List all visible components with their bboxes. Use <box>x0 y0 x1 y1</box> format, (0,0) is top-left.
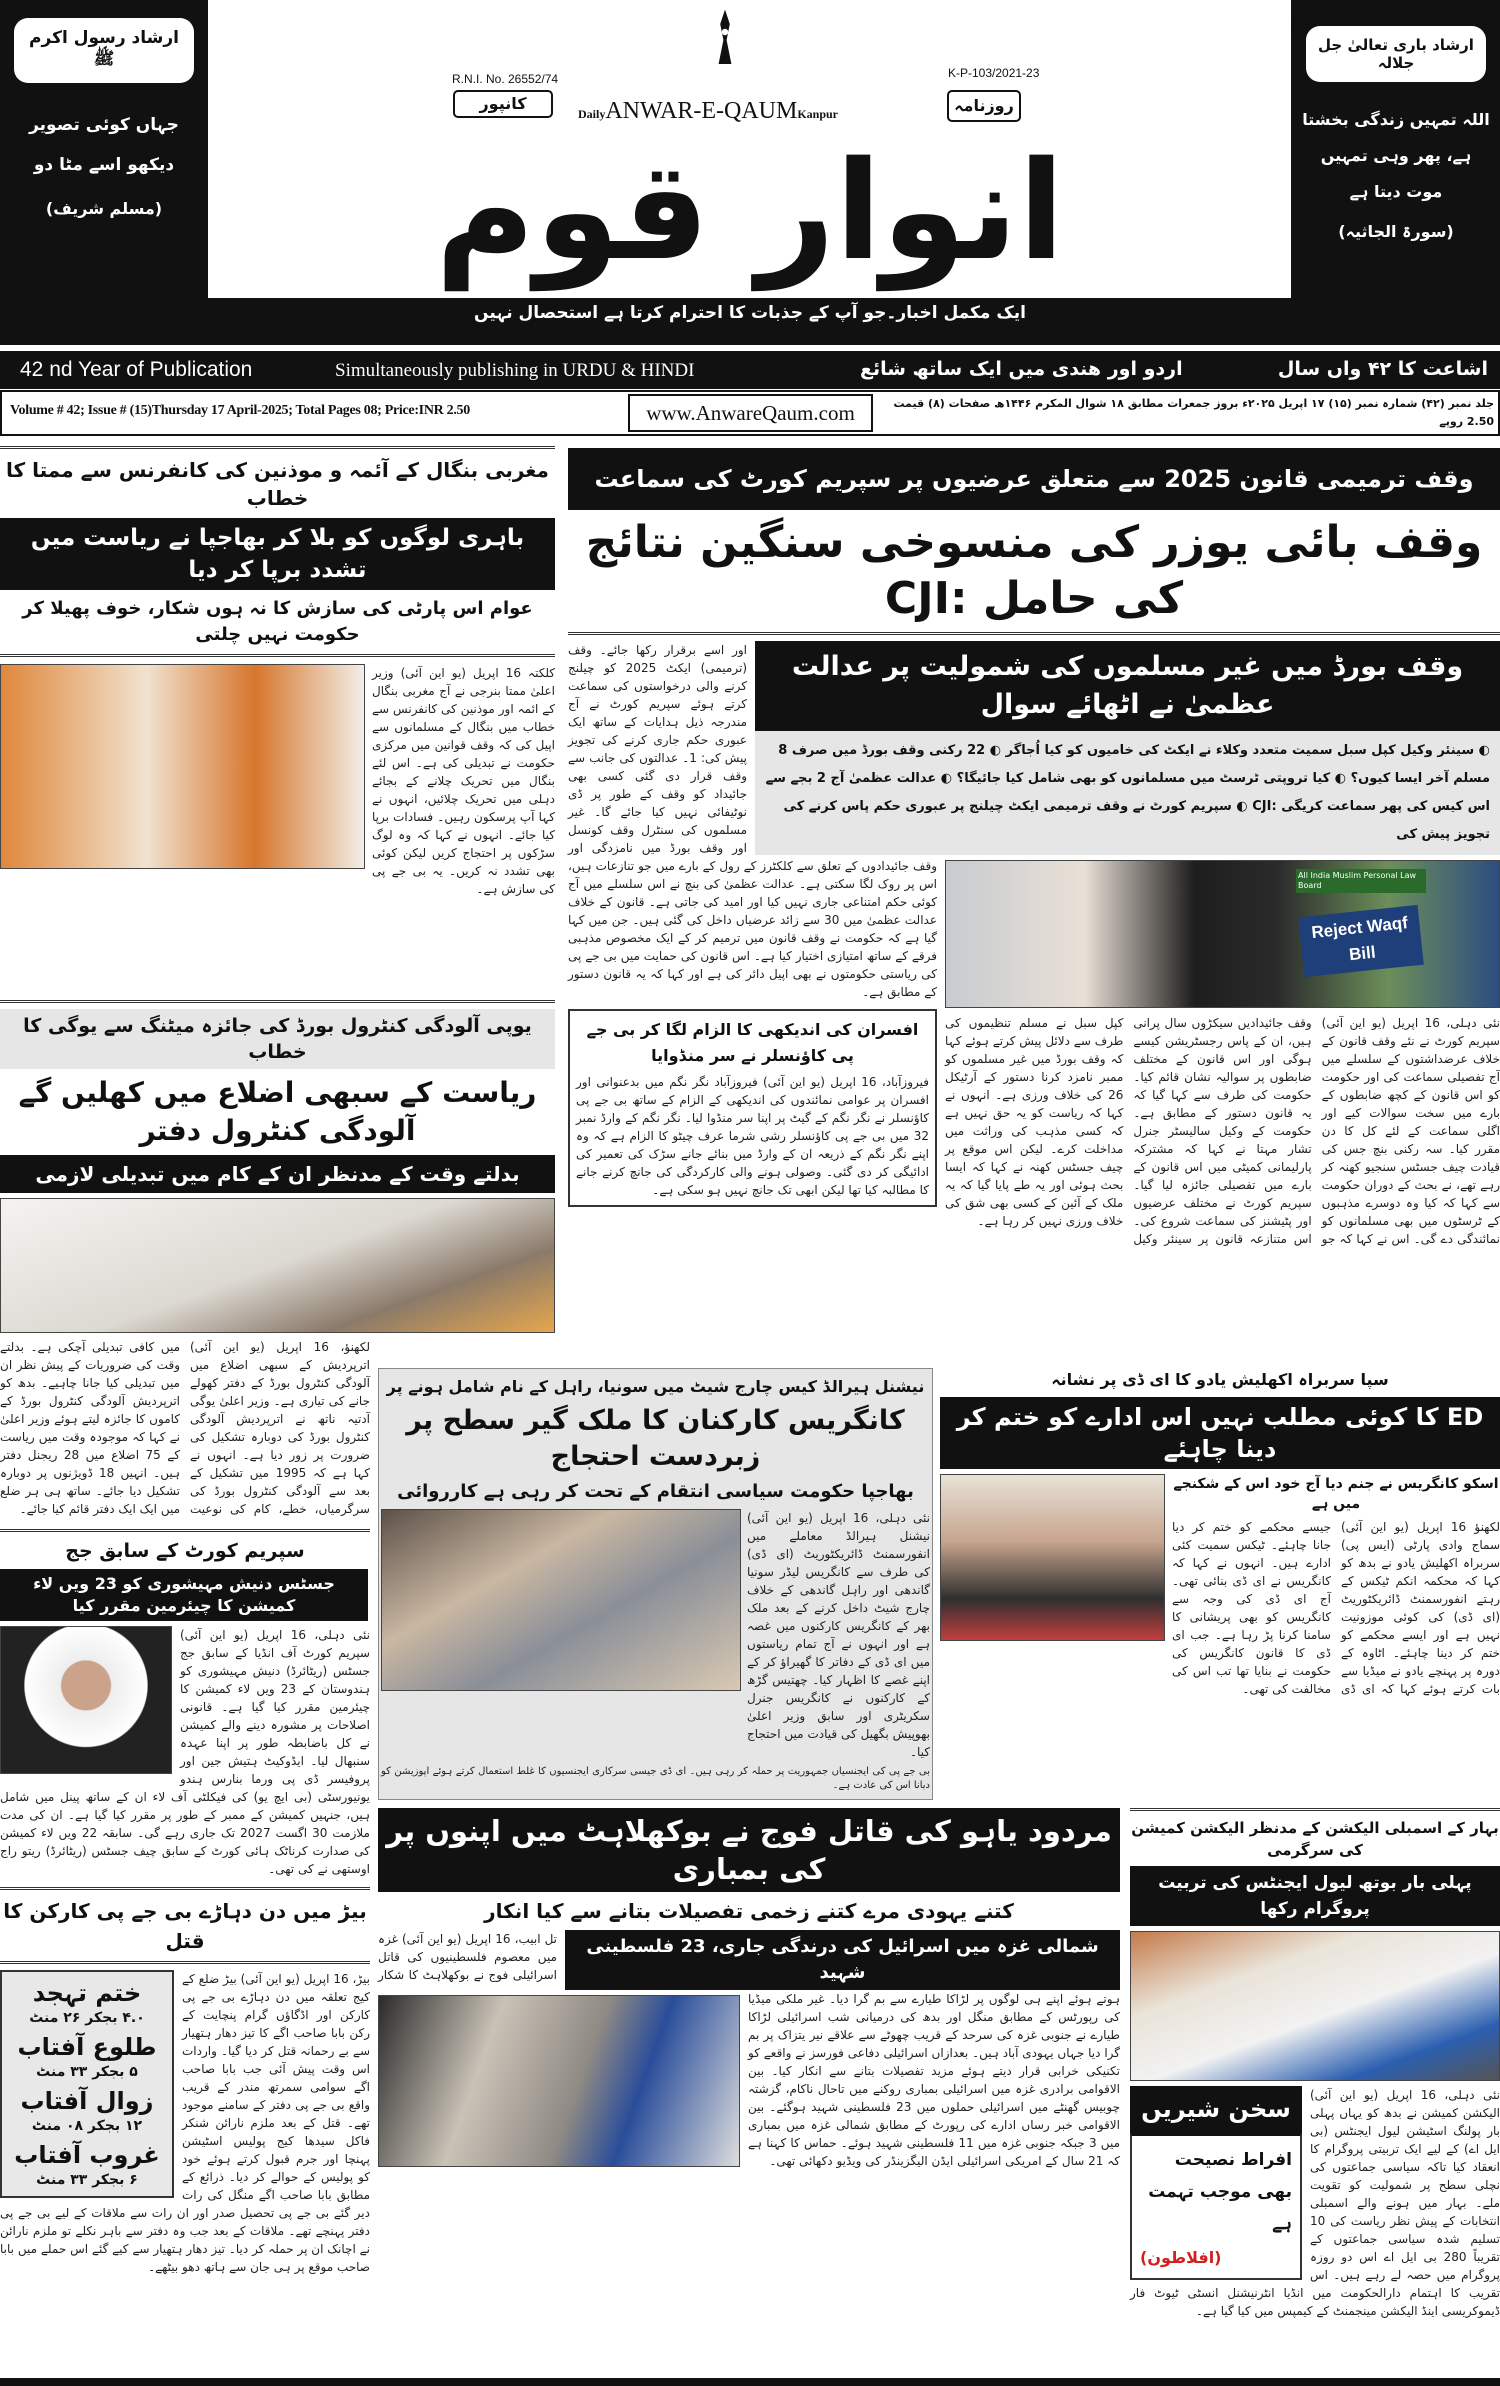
kanpur-label: Kanpur <box>797 107 839 121</box>
waqf-body-right: نئی دہلی، 16 اپریل (یو این آئی) سپریم کورٹ نے نئے وقف قانون کے خلاف عرضداشتوں کے سلسلے میں آج تفصیلی سماعت کی اور حکومت کو اس قانون کے کچھ ضابطوں کے بارے میں سخت سوالات کیے اور اگلی سماعت کے لئے کل کا دن مقرر کیا۔ سہ رکنی بنچ جس کی قیادت چیف جسٹس سنجیو کھنہ کر رہے تھے، نے بحث کے دوران حکومت سے کہا کہ کیا وہ دوسرے مذہبوں کے ٹرسٹوں میں بھی مسلمانوں کو نمائندگی دے گی۔ اس نے کہا کہ جو وقف جائیدادیں سیکڑوں سال پرانی ہیں، ان کے پاس رجسٹریشن کیسے ہوگی اور اس قانون کے مختلف ضابطوں پر سوالیہ نشان قائم کیا۔ حکومت کی طرف سے کہا گیا کہ یہ قانون دستور کے مطابق ہے۔ حکومت کے وکیل سالیسٹر جنرل تشار مہتا نے کہا کہ مشترکہ پارلیمانی کمیٹی میں اس قانون کے بارے میں تفصیلی جائزہ لیا گیا۔ سپریم کورٹ نے مختلف عرضیوں اور پٹیشنز کی سماعت شروع کی۔ اس متنازعہ قانون پر سینئر وکیل کپل سبل نے مسلم تنظیموں کی طرف سے دلائل پیش کرتے ہوئے کہا کہ وقف بورڈ میں غیر مسلموں کو ممبر نامزد کرنا دستور کے آرٹیکل 26 کی خلاف ورزی ہے۔ انہوں نے کہا کہ ریاست کو یہ حق نہیں ہے کہ کسی مذہب کی وراثت میں مداخلت کرے۔ لیکن اس موقع پر چیف جسٹس کھنہ نے کہا کہ ایسا بحث ہوئی اور یہ طے پایا گیا کہ یہ ملک کے آئین کے کسی بھی شق کی خلاف ورزی نہیں کر رہا ہے۔ <box>945 1016 1500 1246</box>
prayer-row <box>2 2140 172 2190</box>
kp-number: K-P-103/2021-23 <box>948 66 1040 80</box>
akhilesh-body: لکھنؤ 16 اپریل (یو این آئی) سماج وادی پارٹی (ایس پی) سربراہ اکھلیش یادو نے بدھ کو کہا کہ محکمہ انکم ٹیکس کے رہتے انفورسمنٹ ڈائریکٹوریٹ (ای ڈی) کی کوئی موزونیت نہیں ہے اور ایسے محکمے کو ختم کر دینا چاہئے۔ اٹاوہ کے دورہ پر پہنچے یادو نے میڈیا سے بات کرتے ہوئے کہا کہ ای ڈی جیسے محکمے کو ختم کر دیا جانا چاہئے۔ ٹیکس سمیت کئی ادارے ہیں۔ انہوں نے کہا کہ کانگریس نے ای ڈی بنائی تھی۔ آج ای ڈی کی وجہ سے کانگریس کو بھی پریشانی کا سامنا کرنا پڑ رہا ہے۔ جب ای ڈی کا قانون کانگریس کی حکومت نے بنایا تھا تب اس کی مخالفت کی تھی۔ <box>1172 1520 1500 1696</box>
bihar-section <box>1130 1808 1500 2320</box>
congress-box <box>378 1368 933 1800</box>
simul-english: Simultaneously publishing in URDU & HINDI <box>335 360 695 381</box>
akhilesh-row <box>940 1474 1500 1698</box>
prayer-row <box>2 2086 172 2136</box>
bengal-kicker: مغربی بنگال کے آئمہ و موذنین کی کانفرنس سے ممتا کا خطاب <box>6 458 549 510</box>
bihar-photo <box>1130 1931 1500 2081</box>
beed-body: بیڑ، 16 اپریل (یو این آئی) بیڑ ضلع کے کیج تعلقہ میں دن دہاڑے بی جے پی کارکن اور اڈگاؤں گرام پنچایت کے رکن بابا صاحب اگے کا تیز دھار ہتھیار سے بے رحمانہ قتل کر دیا گیا۔ واردات اس وقت پیش آئی جب بابا صاحب اگے سوامی سمرتھ مندر کے قریب واقع بی جے پی دفتر کے سامنے موجود تھے۔ قتل کے بعد ملزم نارائن شنکر فاکل سیدھا کیج پولیس اسٹیشن پہنچا اور جرم قبول کرتے ہوئے خود کو پولیس کے حوالے کر دیا۔ ذرائع کے مطابق بابا صاحب اگے منگل کی رات دیر گئے بی جے پی تحصیل صدر اور ان رات سے ملاقات کے لیے بی جے پی دفتر پہنچے تھے۔ ملاقات کے بعد جب وہ دفتر سے باہر نکلے تو ملزم نارائن نے اچانک ان پر حملہ کر دیا۔ تیز دھار ہتھیار سے کیے گئے اس حملے میں بابا صاحب موقع پر ہی جان سے ہاتھ دھو بیٹھے۔ <box>0 1972 370 2274</box>
waqf-sub-block <box>755 641 1500 855</box>
waqf-section <box>568 448 1500 1360</box>
bullet-text: 22 رکنی وقف بورڈ میں صرف 8 مسلم آخر ایسا کیوں؟ <box>778 743 1490 786</box>
congress-photo <box>381 1509 741 1691</box>
congress-row <box>381 1509 930 1761</box>
firozabad-body: فیروزآباد، 16 اپریل (یو این آئی) فیروزآباد نگر نگم میں بدعنوانی اور افسران پر عوامی نمائندوں کی اندیکھی کے الزام کے ساتھ بی جے پی کاؤنسلر نے نگر نگم کے گیٹ پر اپنا سر منڈوا لیا۔ نگر نگم کے وارڈ نمبر 32 میں بی جے پی کاؤنسلر رشی شرما عرف چیٹو کا الزام ہے کہ وہ اپنے نگر نگم کے ذریعہ ان کے وارڈ میں بنائے جانے سڑک کی تعمیر کی ادائیگی کر دی گئی۔ وصولی ہونے والی کارکردگی کی جانچ کرنے جانے کا مطالبہ کیا تھا لیکن ابھی تک جانچ نہیں ہو سکی ہے۔ <box>576 1075 929 1197</box>
congress-kicker: نیشنل ہیرالڈ کیس چارج شیٹ میں سونیا، راہل کے نام شامل ہونے پر <box>386 1377 925 1396</box>
pollution-headline: ریاست کے سبھی اضلاع میں کھلیں گے آلودگی کنٹرول دفتر <box>18 1076 537 1147</box>
aimplb-banner: All India Muslim Personal Law Board <box>1296 869 1426 893</box>
year-urdu: اشاعت کا ۴۲ واں سال <box>1277 358 1488 380</box>
bihar-headline: پہلی بار بوتھ لیول ایجنٹس کی تربیت پروگرام رکھا <box>1130 1866 1500 1926</box>
rni-number: R.N.I. No. 26552/74 <box>452 72 559 86</box>
gaza-subhead: کتنے یہودی مرے کتنے زخمی تفصیلات بتانے سے کیا انکار <box>484 1899 1014 1923</box>
gaza-wrap <box>378 1930 1120 2170</box>
row-congress-akhilesh <box>378 1368 1500 1800</box>
simul-urdu: اردو اور ھندی میں ایک ساتھ شائع <box>860 358 1183 380</box>
right-quote-text: اللہ تمہیں زندگی بخشتا ہے، پھر وہی تمہیں موت دیتا ہے <box>1302 110 1490 201</box>
bullet-item: ◐ سپریم کورٹ نے وقف ترمیمی ایکٹ چیلنج پر عبوری حکم پاس کرنے کی تجویز پیش کی <box>783 799 1490 842</box>
gaza-headline: مردود یاہو کی قاتل فوج نے بوکھلاہٹ میں اپنوں پر کی بمباری <box>378 1808 1120 1892</box>
divider <box>1130 1808 1500 1812</box>
waqf-headline: وقف بائی یوزر کی منسوخی سنگین نتائج کی حامل :CJI <box>585 517 1483 624</box>
firozabad-headline: افسران کی اندیکھی کا الزام لگا کر بی جے پی کاؤنسلر نے سر منڈوایا <box>586 1020 919 1065</box>
bengal-headline: باہری لوگوں کو بلا کر بھاجپا نے ریاست میں تشدد برپا کر دیا <box>0 518 555 590</box>
sukhan-block <box>1130 2086 1302 2280</box>
waqf-photo <box>945 860 1500 1008</box>
akhilesh-section <box>940 1368 1500 1698</box>
prayer-time: ۴.۰ بجکر ۲۶ منٹ <box>29 2010 145 2026</box>
row-gaza-bihar <box>378 1808 1500 2320</box>
bengal-subhead: عوام اس پارٹی کی سازش کا نہ ہوں شکار، خوف پھیلا کر حکومت نہیں چلتی <box>22 598 533 645</box>
bullet-text: کیا تروپتی ٹرسٹ میں مسلمانوں کو بھی شامل کیا جائیگا؟ <box>956 771 1331 786</box>
bullet-text: عدالت عظمیٰ آج 2 بجے سے اس کیس کی پھر سماعت کریگی :CJI <box>765 771 1490 814</box>
prayer-label: غروب آفتاب <box>14 2141 160 2169</box>
congress-caption: بی جے پی کی ایجنسیاں جمہوریت پر حملہ کر رہی ہیں۔ ای ڈی جیسی سرکاری ایجنسیوں کا غلط استعمال کرتے ہوئے اپوزیشن کو دبانا اس کی عادت ہے۔ <box>381 1766 930 1791</box>
reject-waqf-sign: Reject Waqf Bill <box>1298 905 1424 977</box>
judge-kicker: سپریم کورٹ کے سابق جج <box>65 1540 305 1562</box>
bottom-rule <box>0 2378 1500 2386</box>
prayer-time: ۵ بجکر ۳۳ منٹ <box>36 2064 138 2080</box>
pollution-body: لکھنؤ، 16 اپریل (یو این آئی) اترپردیش کے سبھی اضلاع میں آلودگی کنٹرول بورڈ کے دفتر کھولے جانے کی تیاری ہے۔ وزیر اعلیٰ یوگی آدتیہ ناتھ نے اترپردیش آلودگی کنٹرول بورڈ کی دوبارہ تشکیل کی ضرورت پر زور دیا ہے۔ انہوں نے کہا ہے کہ 1995 میں تشکیل کے بعد سے آلودگی کنٹرول بورڈ کی سرگرمیاں، خطے، کام کی نوعیت میں کافی تبدیلی آچکی ہے۔ بدلتے وقت کی ضروریات کے پیش نظر ان میں تبدیلی کیا جانا چاہیے۔ بدھ کو اترپردیش آلودگی کنٹرول بورڈ کے کاموں کا جائزہ لیتے ہوئے وزیر اعلیٰ نے کہا کہ موجودہ وقت میں ریاست کے 75 اضلاع میں 28 ریجنل دفتر ہیں۔ انہیں 18 ڈویژنوں پر دوبارہ تشکیل دیا جائے۔ ساتھ ہی ہر ضلع میں ایک ایک دفتر قائم کیا جائے۔ <box>0 1340 371 1516</box>
left-quote-source: (مسلم شریف) <box>45 199 163 218</box>
waqf-body-left: اور اسے برقرار رکھا جائے۔ وقف (ترمیمی) ایکٹ 2025 کو چیلنج کرنے والی درخواستوں کی سماعت کرتے ہوئے سپریم کورٹ نے آج مندرجہ ذیل ہدایات کے ساتھ ایک عبوری حکم جاری کرنے کی تجویز پیش کی: 1۔ عدالتوں کی جانب سے وقف قرار دی گئی کسی بھی جائیداد کو وقف کے طور پر ڈی نوٹیفائی نہیں کیا جائے گا۔ غیر مسلموں کی سنٹرل وقف کونسل اور وقف بورڈ میں نامزدگی اور وقف جائیدادوں کے تعلق سے کلکٹرز کے رول کے بارے میں جو تنازعات ہیں، اس پر روک لگا سکتی ہے۔ عدالت عظمیٰ کی بنچ نے اس سلسلے میں آج کوئی حکم امتناعی جاری نہیں کیا اور امید کی جاتی ہے۔ قانون کے خلاف عدالت عظمیٰ میں 30 سے زائد عرضیاں داخل کی گئی ہیں۔ جن میں کہا گیا ہے کہ حکومت نے وقف قانون میں ترمیم کر کے ایک مخصوص مذہبی فرقے کے ساتھ امتیازی اختیار کیا ہے۔ اس قانون کی حمایت میں بی جے پی کی ریاستی حکومتوں نے بھی اپیل دائر کی ہے اور کہا کہ یہ قانون دستور کے مطابق ہے۔ <box>568 643 937 999</box>
sukhan-quote: افراط نصیحت بھی موجب تہمت ہے <box>1148 2150 1292 2234</box>
prayer-label: طلوع آفتاب <box>17 2033 157 2061</box>
judge-headline: جسٹس دنیش مہیشوری کو 23 ویں لاء کمیشن کا چیئرمین مقرر کیا <box>0 1569 368 1621</box>
bullet-item: ◐ 22 رکنی وقف بورڈ میں صرف 8 مسلم آخر ایسا کیوں؟ <box>778 743 1490 786</box>
akhilesh-text <box>1172 1474 1500 1698</box>
divider <box>568 632 1500 636</box>
akhilesh-subhead: اسکو کانگریس نے جنم دیا آج خود اس کے شکنجے میں ہے <box>1173 1476 1499 1512</box>
bullet-item: ◐ سینئر وکیل کپل سبل سمیت متعدد وکلاء نے ایکٹ کی خامیوں کو کیا اُجاگر <box>1005 743 1490 758</box>
waqf-kicker: وقف ترمیمی قانون 2025 سے متعلق عرضیوں پر سپریم کورٹ کی سماعت <box>568 448 1500 510</box>
sukhan-title: سخن شیریں <box>1130 2086 1302 2132</box>
info-bar <box>0 349 1500 389</box>
prayer-row <box>2 2032 172 2082</box>
bihar-wrap <box>1130 2086 1500 2320</box>
website-link[interactable]: www.AnwareQaum.com <box>628 394 873 432</box>
akhilesh-headline: ED کا کوئی مطلب نہیں اس ادارے کو ختم کر دینا چاہئے <box>940 1397 1500 1469</box>
right-quote-title: ارشاد باری تعالیٰ جل جلالہ <box>1306 26 1486 82</box>
congress-body: نئی دہلی، 16 اپریل (یو این آئی) نیشنل ہیرالڈ معاملے میں انفورسمنٹ ڈائریکٹوریٹ (ای ڈی) کی طرف سے کانگریس لیڈر سونیا گاندھی اور راہل گاندھی کے خلاف چارج شیٹ داخل کرنے کے بعد ملک بھر کے کانگریس کارکنوں میں غصہ ہے اور انہوں نے آج تمام ریاستوں میں ای ڈی کے دفاتر کا گھیراؤ کر کے اپنے غصے کا اظہار کیا۔ چھتیس گڑھ کے کارکنوں نے کانگریس جنرل سکریٹری اور سابق وزیر اعلیٰ بھوپیش بگھیل کی قیادت میں احتجاج کیا۔ <box>747 1511 930 1759</box>
sukhan-author: (افلاطون) <box>1140 2248 1222 2267</box>
bihar-kicker: بہار کے اسمبلی الیکشن کے مدنظر الیکشن کمیشن کی سرگرمی <box>1131 1819 1499 1859</box>
akhilesh-photo <box>940 1474 1165 1641</box>
bullet-item: ◐ کیا تروپتی ٹرسٹ میں مسلمانوں کو بھی شامل کیا جائیگا؟ <box>956 771 1347 786</box>
prayer-row <box>2 1978 172 2028</box>
volume-urdu: جلد نمبر (۴۲) شمارہ نمبر (۱۵) ۱۷ اپریل ۲۰۲۵ء بروز جمعرات مطابق ۱۸ شوال المکرم ۱۴۴۶ھ صفحات (۸) قیمت 2.50 روپے <box>893 397 1494 428</box>
judge-photo <box>0 1626 172 1774</box>
gaza-section <box>378 1808 1120 2170</box>
bengal-photo <box>0 664 365 869</box>
judge-wrap <box>0 1626 370 1878</box>
beed-wrap <box>0 1970 370 2276</box>
left-quote-text: جہاں کوئی تصویر دیکھو اسے مٹا دو <box>29 115 179 175</box>
judge-body: نئی دہلی، 16 اپریل (یو این آئی) سپریم کورٹ آف انڈیا کے سابق جج جسٹس (ریٹائرڈ) دنیش مہیشوری کو ہندوستان کے 23 ویں لاء کمیشن کا چیئرمین مقرر کیا گیا ہے۔ قانونی اصلاحات پر مشورہ دینے والے کمیشن نے کل باضابطہ طور پر اپنا عہدہ سنبھال لیا۔ ایڈوکیٹ ہتیش جین اور پروفیسر ڈی پی ورما بنارس ہندو یونیورسٹی (بی ایچ یو) کی فیکلٹی آف لاء ان کے ساتھ پینل میں شامل ہیں، جنہیں کمیشن کے ممبر کے طور پر مقرر کیا گیا ہے۔ ان کی مدت ملازمت 30 اگست 2027 تک جاری رہے گی۔ سابقہ 22 ویں لاء کمیشن کی صدارت کرناٹک ہائی کورٹ کے سابق چیف جسٹس (ریٹائرڈ) ریتو راج اوستھی نے کی تھی۔ <box>0 1628 370 1876</box>
daily-urdu-box: روزنامہ <box>947 90 1021 122</box>
gaza-bar: شمالی غزہ میں اسرائیل کی درندگی جاری، 23 فلسطینی شہید <box>565 1930 1120 1990</box>
bihar-body: نئی دہلی، 16 اپریل (یو این آئی) الیکشن کمیشن نے بدھ کو یہاں پہلی بار پولنگ اسٹیشن لیول ایجنٹس (بی ایل اے) کے لیے ایک تربیتی پروگرام کا انعقاد کیا تاکہ سیاسی جماعتوں کی نچلی سطح پر شمولیت کو تقویت ملے۔ بہار میں ہونے والے اسمبلی انتخابات کے پیش نظر ریاست کی 10 تسلیم شدہ سیاسی جماعتوں کے تقریباً 280 بی ایل اے اس دو روزہ پروگرام میں حصہ لے رہے ہیں۔ اس تقریب کا اہتمام دارالحکومت میں انڈیا انٹرنیشنل انسٹی ٹیوٹ فار ڈیموکریسی اینڈ الیکشن مینجمنٹ کے کیمپس میں کیا گیا ہے۔ <box>1130 2088 1500 2318</box>
daily-label: Daily <box>578 107 606 121</box>
waqf-bullets <box>755 731 1500 855</box>
bullet-item: ◐ عدالت عظمیٰ آج 2 بجے سے اس کیس کی پھر سماعت کریگی :CJI <box>765 771 1490 814</box>
prayer-time: ۱۲ بجکر ۰۸ منٹ <box>31 2118 143 2134</box>
left-quote-box <box>0 0 208 298</box>
english-title <box>578 98 838 125</box>
congress-headline: کانگریس کارکنان کا ملک گیر سطح پر زبردست احتجاج <box>406 1405 905 1472</box>
right-quote-box <box>1292 8 1500 298</box>
pen-logo-icon <box>705 8 745 68</box>
waqf-subheadline: وقف بورڈ میں غیر مسلموں کی شمولیت پر عدالت عظمیٰ نے اٹھائے سوال <box>755 641 1500 731</box>
beed-headline: بیڑ میں دن دہاڑے بی جے پی کارکن کا قتل <box>3 1899 367 1953</box>
right-quote-source: (سورۃ الجاثیہ) <box>1338 222 1454 241</box>
waqf-photo-block <box>945 860 1500 1248</box>
prayer-time: ۶ بجکر ۳۳ منٹ <box>36 2172 138 2188</box>
waqf-float-zone <box>568 641 1500 1248</box>
english-name: ANWAR-E-QAUM <box>605 98 798 124</box>
akhilesh-kicker: سپا سربراہ اکھلیش یادو کا ای ڈی پر نشانہ <box>1051 1370 1389 1389</box>
year-english: 42 nd Year of Publication <box>20 358 253 381</box>
bullet-text: سینئر وکیل کپل سبل سمیت متعدد وکلاء نے ایکٹ کی خامیوں کو کیا اُجاگر <box>1005 743 1475 758</box>
divider <box>0 1961 370 1965</box>
firozabad-box <box>568 1009 937 1207</box>
sukhan-box <box>1130 2132 1302 2280</box>
left-quote-title: ارشاد رسول اکرم ﷺ <box>14 18 194 83</box>
divider <box>0 1887 370 1891</box>
volume-bar <box>0 390 1500 436</box>
prayer-label: ختم تہجد <box>32 1979 142 2007</box>
main-area <box>378 448 1500 2320</box>
gaza-body-left: تل ابیب، 16 اپریل (یو این آئی) غزہ میں معصوم فلسطینیوں کی قاتل اسرائیلی فوج نے بوکھلاہٹ کا شکار ہوتے ہوئے اپنے ہی لوگوں پر لڑاکا طیارے سے بم گرا دیا۔ غیر ملکی میڈیا کی رپورٹس کے مطابق منگل اور بدھ کی درمیانی شب اسرائیلی لڑاکا طیارے نے جنوبی غزہ کی سرحد کے قریب چھوٹے سے علاقے نیر یتزاک پر بم گرا دیا جہاں یہودی آباد ہیں۔ بعدازاں اسرائیلی دفاعی فورسز نے واقعے کو تکنیکی خرابی قرار دیتے ہوئے مزید تفصیلات بتانے سے انکار کیا۔ بین الاقوامی برادری غزہ میں اسرائیلی بمباری روکنے میں تاحال ناکام، گزشتہ چوبیس گھنٹے میں اسرائیلی حملوں میں 23 فلسطینی شہید ہوگئے۔ بین الاقوامی خبر رساں ادارے کی رپورٹ کے مطابق شمالی غزہ میں بمباری میں 3 جبکہ جنوبی غزہ میں 11 فلسطینی شہید ہوئے۔ حماس کا کہنا ہے کہ 21 سال کے امریکی اسرائیلی ایڈن الیگزینڈر کی ویڈیو دکھائی تھی۔ <box>378 1932 1120 2168</box>
gaza-photo <box>378 1995 740 2167</box>
urdu-nameplate: انوار قوم <box>435 133 1065 291</box>
bengal-body: کلکتہ 16 اپریل (یو این آئی) وزیر اعلیٰ ممتا بنرجی نے آج مغربی بنگال کے ائمہ اور موذنین کی کانفرنس سے خطاب میں بنگال کے مسلمانوں سے اپیل کی کہ وقف قوانین میں مرکزی حکومت نے تبدیلی کی ہے۔ اس لئے بنگال میں تحریک چلانے کے بجائے دہلی میں تحریک چلائیں، انہوں نے کہا آپ پرسکون رہیں۔ فسادات برپا کیا جائے۔ انہوں نے کہا کہ وہ لوگ سڑکوں پر احتجاج کریں لیکن کوئی بھی تشدد نہ کریں۔ یہ بی جے پی کی سازش ہے۔ <box>372 666 556 896</box>
congress-subhead: بھاجپا حکومت سیاسی انتقام کے تحت کر رہی ہے کارروائی <box>397 1481 914 1502</box>
tagline: ایک مکمل اخبار۔جو آپ کے جذبات کا احترام کرتا ہے استحصال نہیں <box>474 303 1026 323</box>
prayer-label: زوال آفتاب <box>20 2087 154 2115</box>
pollution-bar: بدلتے وقت کے مدنظر ان کے کام میں تبدیلی لازمی <box>0 1155 555 1193</box>
bullet-text: سپریم کورٹ نے وقف ترمیمی ایکٹ چیلنج پر عبوری حکم پاس کرنے کی تجویز پیش کی <box>783 799 1490 842</box>
volume-english: Volume # 42; Issue # (15)Thursday 17 April-2025; Total Pages 08; Price:INR 2.50 <box>10 403 470 418</box>
divider <box>0 1529 370 1533</box>
pollution-kicker: یوپی آلودگی کنٹرول بورڈ کی جائزہ میٹنگ سے یوگی کا خطاب <box>0 1009 555 1069</box>
city-urdu-box: کانپور <box>453 90 553 118</box>
prayer-times-panel <box>0 1970 174 2198</box>
